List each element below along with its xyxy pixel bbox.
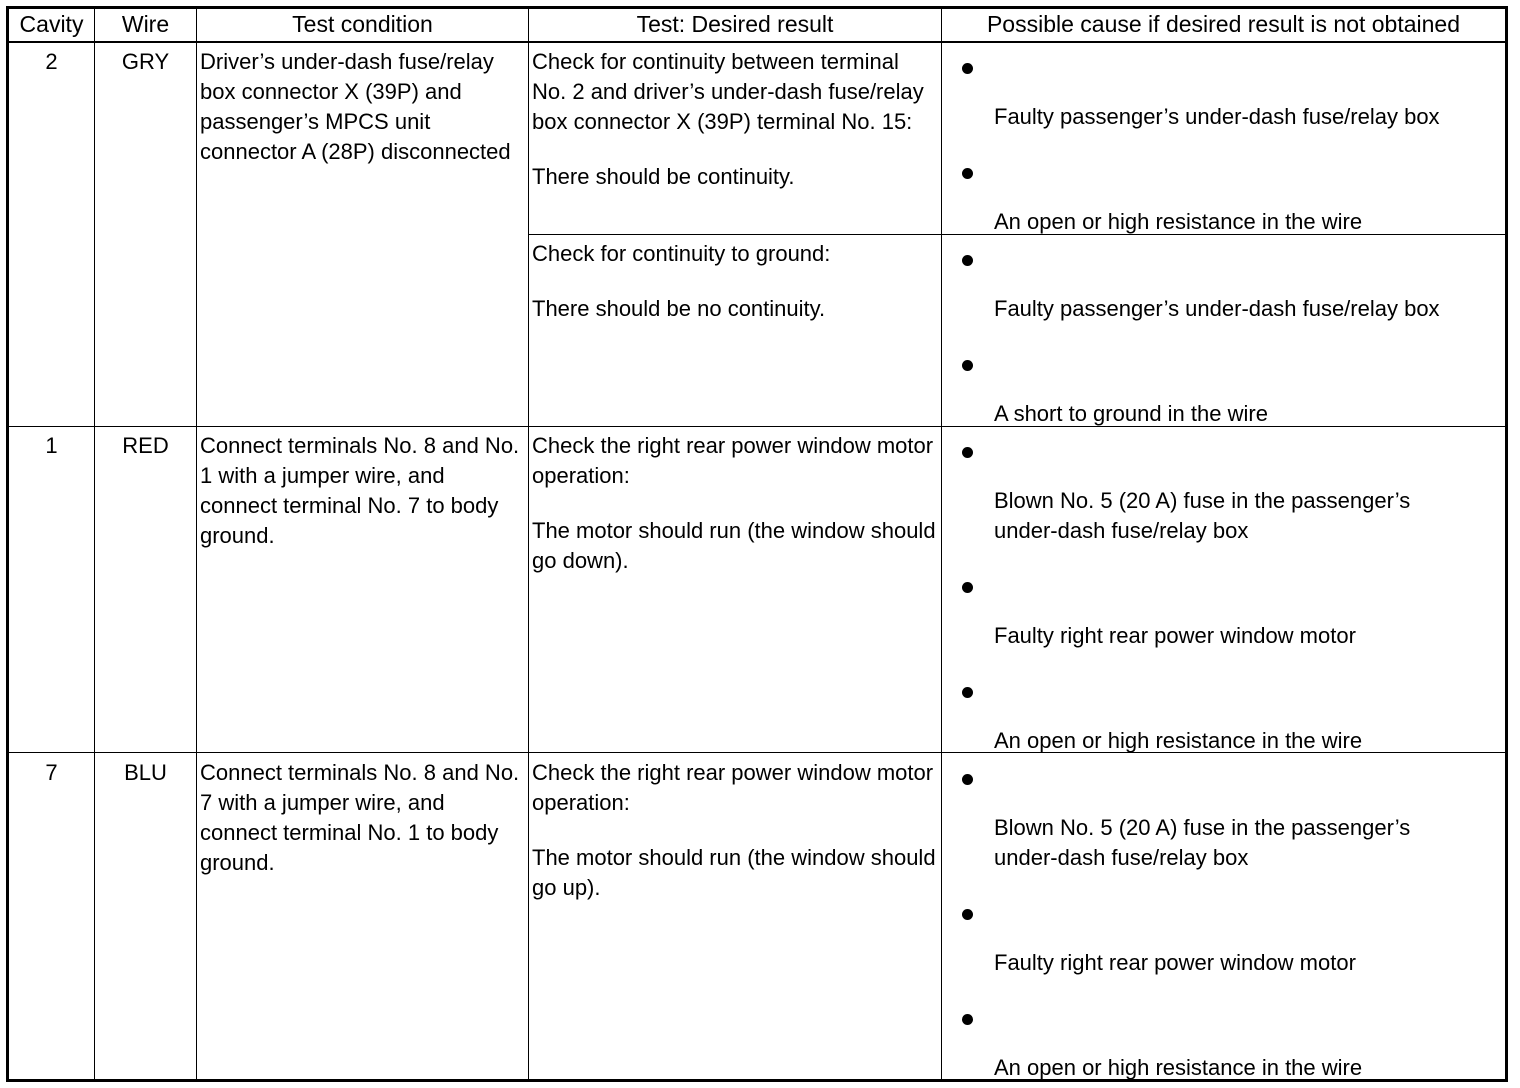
desired-result-cell xyxy=(532,47,937,192)
check-text: Check the right rear power window motor operation: xyxy=(532,433,934,488)
header-test-condition: Test condition xyxy=(292,11,433,37)
expected-text: There should be continuity. xyxy=(532,164,795,189)
cavity-cell: 2 xyxy=(45,49,58,74)
test-condition-cell: Driver’s under-dash fuse/relay box connector X (39P) and passenger’s MPCS unit connector A (28P) disconnected xyxy=(200,49,511,164)
cause-text: A short to ground in the wire xyxy=(994,401,1268,426)
bullet-icon xyxy=(962,1014,973,1025)
wire-cell: BLU xyxy=(124,760,167,785)
possible-cause-cell xyxy=(942,239,1505,429)
cavity-cell: 1 xyxy=(45,433,58,458)
possible-cause-cell xyxy=(942,431,1505,756)
check-text: Check for continuity to ground: xyxy=(532,241,831,266)
cause-text: An open or high resistance in the wire xyxy=(994,728,1363,753)
header-cavity: Cavity xyxy=(19,11,84,37)
bullet-icon xyxy=(962,360,973,371)
cause-item xyxy=(942,998,1505,1083)
desired-result-cell xyxy=(532,239,937,324)
bullet-icon xyxy=(962,447,973,458)
wire-cell: GRY xyxy=(121,49,170,74)
cause-item xyxy=(942,671,1505,756)
cause-item xyxy=(942,431,1505,566)
wire-cell: RED xyxy=(122,433,169,458)
test-condition-cell: Connect terminals No. 8 and No. 7 with a jumper wire, and connect terminal No. 1 to body ground. xyxy=(200,760,520,875)
test-condition-cell: Connect terminals No. 8 and No. 1 with a jumper wire, and connect terminal No. 7 to body ground. xyxy=(200,433,520,548)
possible-cause-cell xyxy=(942,47,1505,237)
bullet-icon xyxy=(962,255,973,266)
possible-cause-cell xyxy=(942,758,1505,1083)
cause-text: An open or high resistance in the wire xyxy=(994,1055,1363,1080)
header-desired-result: Test: Desired result xyxy=(636,11,834,37)
cause-text: Blown No. 5 (20 A) fuse in the passenger’s under-dash fuse/relay box xyxy=(994,815,1411,870)
cause-item xyxy=(942,344,1505,429)
troubleshooting-table xyxy=(6,6,1508,1082)
cause-item xyxy=(942,566,1505,671)
cause-item xyxy=(942,893,1505,998)
cause-item xyxy=(942,239,1505,344)
bullet-icon xyxy=(962,774,973,785)
cause-item xyxy=(942,758,1505,893)
cause-text: Faulty passenger’s under-dash fuse/relay box xyxy=(994,104,1440,129)
cause-text: An open or high resistance in the wire xyxy=(994,209,1363,234)
cause-text: Blown No. 5 (20 A) fuse in the passenger’s under-dash fuse/relay box xyxy=(994,488,1411,543)
cavity-cell: 7 xyxy=(45,760,58,785)
expected-text: The motor should run (the window should go up). xyxy=(532,845,936,900)
bullet-icon xyxy=(962,909,973,920)
divider xyxy=(94,9,95,1079)
desired-result-cell xyxy=(532,758,937,903)
check-text: Check for continuity between terminal No. 2 and driver’s under-dash fuse/relay box connector X (39P) terminal No. 15: xyxy=(532,49,924,134)
bullet-icon xyxy=(962,582,973,593)
cause-text: Faulty passenger’s under-dash fuse/relay box xyxy=(994,296,1440,321)
expected-text: The motor should run (the window should go down). xyxy=(532,518,936,573)
cause-item xyxy=(942,47,1505,152)
expected-text: There should be no continuity. xyxy=(532,296,826,321)
header-wire: Wire xyxy=(121,11,170,37)
cause-text: Faulty right rear power window motor xyxy=(994,623,1356,648)
desired-result-cell xyxy=(532,431,937,576)
bullet-icon xyxy=(962,63,973,74)
divider xyxy=(196,9,197,1079)
cause-text: Faulty right rear power window motor xyxy=(994,950,1356,975)
divider xyxy=(9,41,1505,43)
bullet-icon xyxy=(962,687,973,698)
bullet-icon xyxy=(962,168,973,179)
check-text: Check the right rear power window motor operation: xyxy=(532,760,934,815)
divider xyxy=(528,9,529,1079)
header-possible-cause: Possible cause if desired result is not obtained xyxy=(986,11,1461,37)
cause-item xyxy=(942,152,1505,237)
